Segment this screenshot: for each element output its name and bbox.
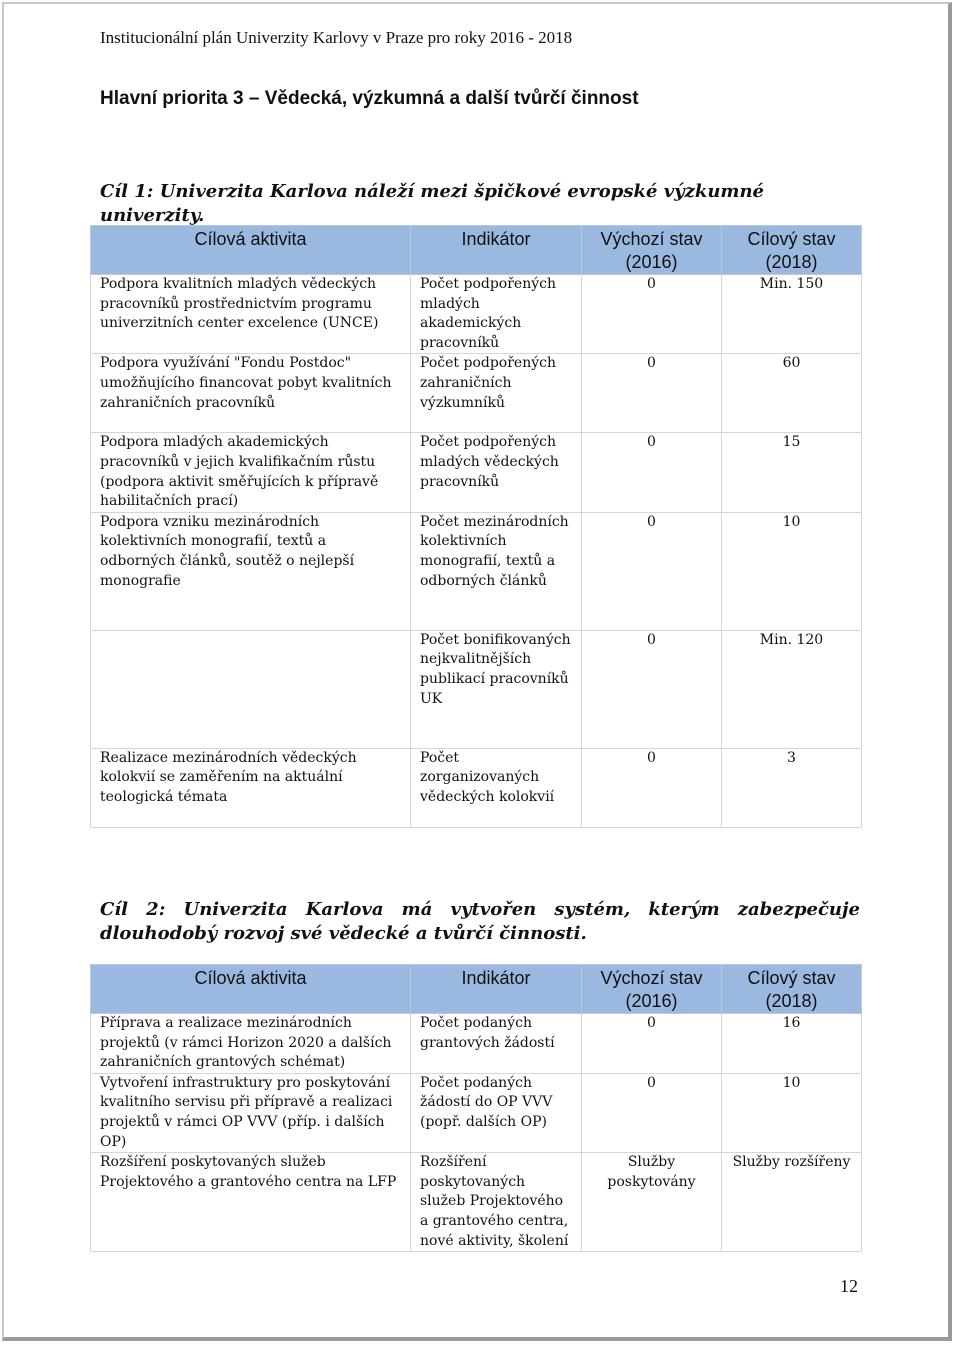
target-value-cell: 10 [722,512,862,630]
table-row [91,1073,862,1152]
indicator-cell: Počet podaných žádostí do OP VVV (popř. dalších OP) [411,1073,582,1152]
target-value-cell: Min. 150 [722,275,862,354]
activity-cell: Vytvoření infrastruktury pro poskytování kvalitního servisu při přípravě a realizaci projektů v rámci OP VVV (příp. i dalších OP) [91,1073,411,1152]
column-header-activity: Cílová aktivita [91,226,411,275]
column-header-activity: Cílová aktivita [91,965,411,1014]
target-value-cell: 15 [722,433,862,512]
page-number: 12 [840,1276,858,1296]
table-row [91,748,862,827]
goal-1-heading: Cíl 1: Univerzita Karlova náleží mezi špičkové evropské výzkumné univerzity. [100,181,765,226]
start-value-cell: 0 [582,1073,722,1152]
target-value-cell: 16 [722,1014,862,1074]
table-row [91,1153,862,1252]
priority-title: Hlavní priorita 3 – Vědecká, výzkumná a další tvůrčí činnost [100,88,639,109]
table-row [91,354,862,433]
indicator-cell: Počet podpořených zahraničních výzkumníků [411,354,582,433]
column-header-indicator: Indikátor [411,226,582,275]
column-header-start: Výchozí stav (2016) [582,226,722,275]
table-row [91,512,862,630]
table-header-row [91,965,862,1014]
goal-1-table [90,225,862,828]
table-row [91,1014,862,1074]
table-row [91,275,862,354]
document-header: Institucionální plán Univerzity Karlovy v Praze pro roky 2016 - 2018 [100,28,573,47]
activity-cell: Podpora využívání "Fondu Postdoc" umožňujícího financovat pobyt kvalitních zahraničních pracovníků [91,354,411,433]
activity-cell [91,630,411,748]
goal-2-heading: Cíl 2: Univerzita Karlova má vytvořen systém, kterým zabezpečuje dlouhodobý rozvoj své vědecké a tvůrčí činnosti. [100,899,860,944]
start-value-cell: 0 [582,354,722,433]
indicator-cell: Počet podpořených mladých akademických pracovníků [411,275,582,354]
table-row [91,433,862,512]
table-header-row [91,226,862,275]
column-header-start: Výchozí stav (2016) [582,965,722,1014]
table-row [91,630,862,748]
activity-cell: Podpora mladých akademických pracovníků v jejich kvalifikačním růstu (podpora aktivit směřujících k přípravě habilitačních prací) [91,433,411,512]
start-value-cell: 0 [582,275,722,354]
start-value-cell: 0 [582,1014,722,1074]
start-value-cell: Služby poskytovány [582,1153,722,1252]
indicator-cell: Počet mezinárodních kolektivních monografií, textů a odborných článků [411,512,582,630]
indicator-cell: Počet zorganizovaných vědeckých kolokvií [411,748,582,827]
activity-cell: Realizace mezinárodních vědeckých kolokvií se zaměřením na aktuální teologická témata [91,748,411,827]
indicator-cell: Rozšíření poskytovaných služeb Projektového a grantového centra, nové aktivity, školení [411,1153,582,1252]
goal-2-table [90,964,862,1252]
target-value-cell: 10 [722,1073,862,1152]
target-value-cell: Min. 120 [722,630,862,748]
activity-cell: Podpora kvalitních mladých vědeckých pracovníků prostřednictvím programu univerzitních center excelence (UNCE) [91,275,411,354]
target-value-cell: Služby rozšířeny [722,1153,862,1252]
indicator-cell: Počet podaných grantových žádostí [411,1014,582,1074]
start-value-cell: 0 [582,748,722,827]
indicator-cell: Počet podpořených mladých vědeckých pracovníků [411,433,582,512]
start-value-cell: 0 [582,630,722,748]
column-header-indicator: Indikátor [411,965,582,1014]
activity-cell: Rozšíření poskytovaných služeb Projektového a grantového centra na LFP [91,1153,411,1252]
target-value-cell: 60 [722,354,862,433]
start-value-cell: 0 [582,433,722,512]
column-header-target: Cílový stav (2018) [722,965,862,1014]
column-header-target: Cílový stav (2018) [722,226,862,275]
indicator-cell: Počet bonifikovaných nejkvalitnějších publikací pracovníků UK [411,630,582,748]
target-value-cell: 3 [722,748,862,827]
activity-cell: Podpora vzniku mezinárodních kolektivních monografií, textů a odborných článků, soutěž o nejlepší monografie [91,512,411,630]
start-value-cell: 0 [582,512,722,630]
activity-cell: Příprava a realizace mezinárodních projektů (v rámci Horizon 2020 a dalších zahraničních grantových schémat) [91,1014,411,1074]
